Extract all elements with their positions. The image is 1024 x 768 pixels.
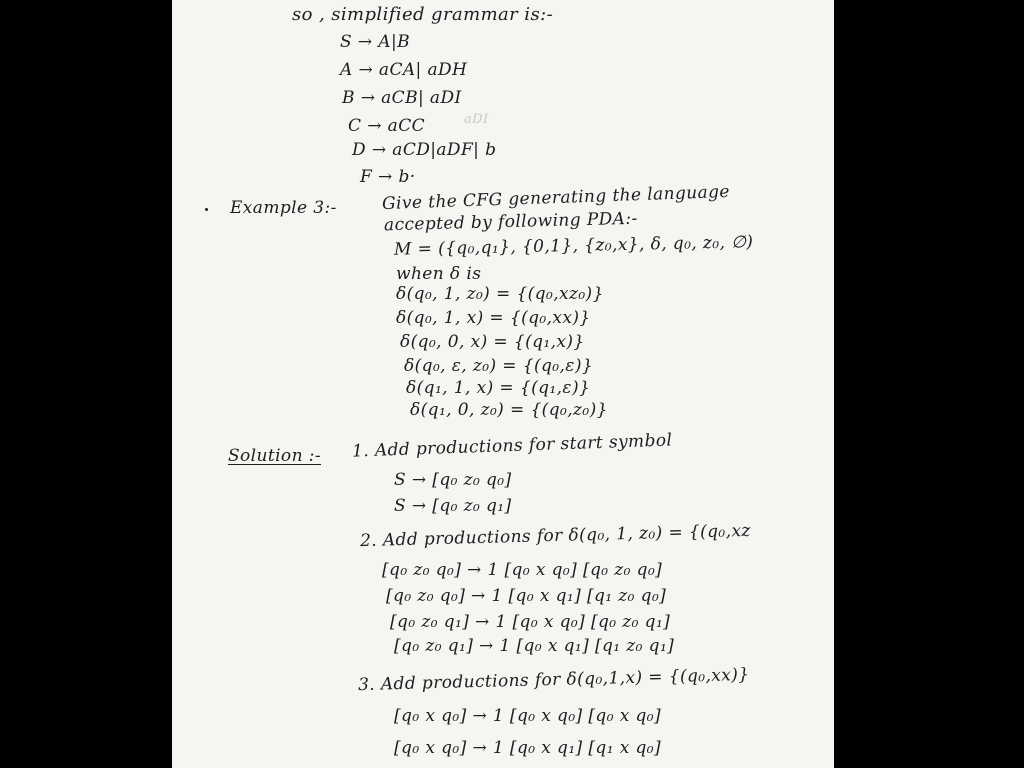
step-heading: 2. Add productions for δ(q₀, 1, z₀) = {(q₀,xz — [359, 520, 752, 552]
transition-row: δ(q₀, 0, x) = {(q₁,x)} — [400, 332, 585, 352]
example-line: when δ is — [396, 264, 482, 284]
example-label — [230, 198, 337, 218]
grammar-rule: B → aCB| aDI — [342, 88, 462, 108]
grammar-rule: F → b· — [360, 167, 416, 187]
production-row: [q₀ z₀ q₀] → 1 [q₀ x q₀] [q₀ z₀ q₀] — [382, 560, 663, 580]
production-row: [q₀ x q₀] → 1 [q₀ x q₁] [q₁ x q₀] — [394, 738, 662, 758]
solution-label: Solution :- — [228, 446, 321, 466]
grammar-rule: A → aCA| aDH — [340, 60, 468, 80]
example-line: Give the CFG generating the language — [381, 181, 731, 215]
step-heading: 1. Add productions for start symbol — [351, 430, 673, 462]
step-heading: 3. Add productions for δ(q₀,1,x) = {(q₀,xx)} — [357, 664, 750, 696]
production-row: [q₀ x q₀] → 1 [q₀ x q₀] [q₀ x q₀] — [394, 706, 662, 726]
production-row: [q₀ z₀ q₁] → 1 [q₀ x q₁] [q₁ z₀ q₁] — [394, 636, 675, 656]
notebook-page — [172, 0, 834, 768]
bullet-dot — [205, 208, 208, 211]
start-production: S → [q₀ z₀ q₁] — [394, 496, 512, 516]
grammar-rule: D → aCD|aDF| b — [352, 140, 497, 160]
example-label-text: Example 3:- — [230, 198, 337, 218]
start-production: S → [q₀ z₀ q₀] — [394, 470, 512, 490]
transition-row: δ(q₀, ε, z₀) = {(q₀,ε)} — [404, 356, 594, 376]
production-row: [q₀ z₀ q₁] → 1 [q₀ x q₀] [q₀ z₀ q₁] — [390, 612, 671, 632]
transition-row: δ(q₁, 0, z₀) = {(q₀,z₀)} — [410, 400, 608, 420]
grammar-rule: C → aCC — [348, 116, 426, 136]
faint-fragment: aDI — [464, 112, 489, 127]
production-row: [q₀ z₀ q₀] → 1 [q₀ x q₁] [q₁ z₀ q₀] — [386, 586, 667, 606]
example-line: accepted by following PDA:- — [383, 208, 638, 236]
transition-row: δ(q₀, 1, z₀) = {(q₀,xz₀)} — [396, 284, 604, 304]
transition-row: δ(q₁, 1, x) = {(q₁,ε)} — [406, 378, 591, 398]
example-line: M = ({q₀,q₁}, {0,1}, {z₀,x}, δ, q₀, z₀, ∅) — [393, 232, 754, 260]
grammar-heading: so , simplified grammar is:- — [292, 4, 554, 25]
transition-row: δ(q₀, 1, x) = {(q₀,xx)} — [396, 308, 591, 328]
grammar-rule: S → A|B — [340, 32, 410, 52]
